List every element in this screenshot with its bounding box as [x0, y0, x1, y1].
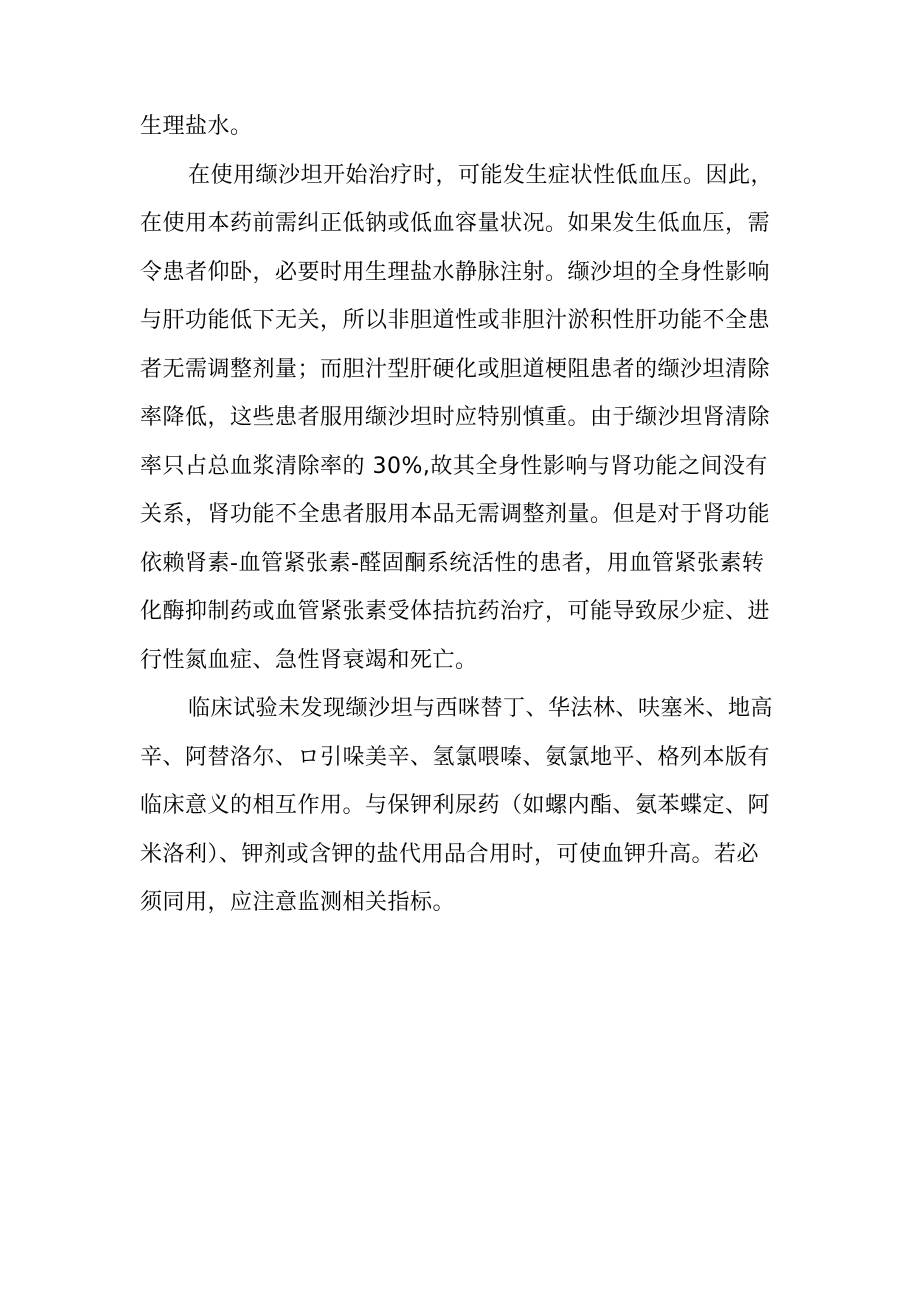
paragraph-2-line-1: 在使用缬沙坦开始治疗时，可能发生症状性低血压。因此，	[188, 162, 774, 188]
paragraph-3-line-5: 须同用，应注意监测相关指标。	[140, 890, 456, 915]
paragraph-2-line-9: 依赖肾素-血管紧张素-醛固酮系统活性的患者，用血管紧张素转	[140, 550, 765, 576]
paragraph-2-line-8: 关系，肾功能不全患者服用本品无需调整剂量。但是对于肾功能	[140, 502, 771, 527]
paragraph-2-line-6: 率降低，这些患者服用缬沙坦时应特别慎重。由于缬沙坦肾清除	[140, 405, 771, 430]
document-body	[140, 103, 792, 928]
paragraph-1-line-1: 生理盐水。	[140, 114, 253, 139]
paragraph-2-line-3: 令患者仰卧，必要时用生理盐水静脉注射。缬沙坦的全身性影响	[140, 259, 771, 285]
paragraph-2-line-11: 行性氮血症、急性肾衰竭和死亡。	[140, 647, 478, 673]
paragraph-2-line-4: 与肝功能低下无关，所以非胆道性或非胆汁淤积性肝功能不全患	[140, 308, 771, 333]
paragraph-3-line-1: 临床试验未发现缬沙坦与西咪替丁、华法林、呋塞米、地高	[188, 696, 774, 721]
paragraph-2-line-2: 在使用本药前需纠正低钠或低血容量状况。如果发生低血压，需	[140, 211, 771, 236]
paragraph-2-line-10: 化酶抑制药或血管紧张素受体拮抗药治疗，可能导致尿少症、进	[140, 599, 771, 624]
paragraph-3-line-3: 临床意义的相互作用。与保钾利尿药（如螺内酯、氨苯蝶定、阿	[140, 793, 771, 818]
paragraph-3-line-2: 辛、阿替洛尔、ロ引哚美辛、氢氯喂嗪、氨氯地平、格列本版有	[140, 744, 771, 770]
paragraph-3-line-4: 米洛利）、钾剂或含钾的盐代用品合用时，可使血钾升高。若必	[140, 841, 760, 867]
paragraph-2-line-5: 者无需调整剂量；而胆汁型肝硬化或胆道梗阻患者的缬沙坦清除	[140, 356, 771, 382]
paragraph-2-line-7: 率只占总血浆清除率的 30%,故其全身性影响与肾功能之间没有	[140, 453, 768, 479]
